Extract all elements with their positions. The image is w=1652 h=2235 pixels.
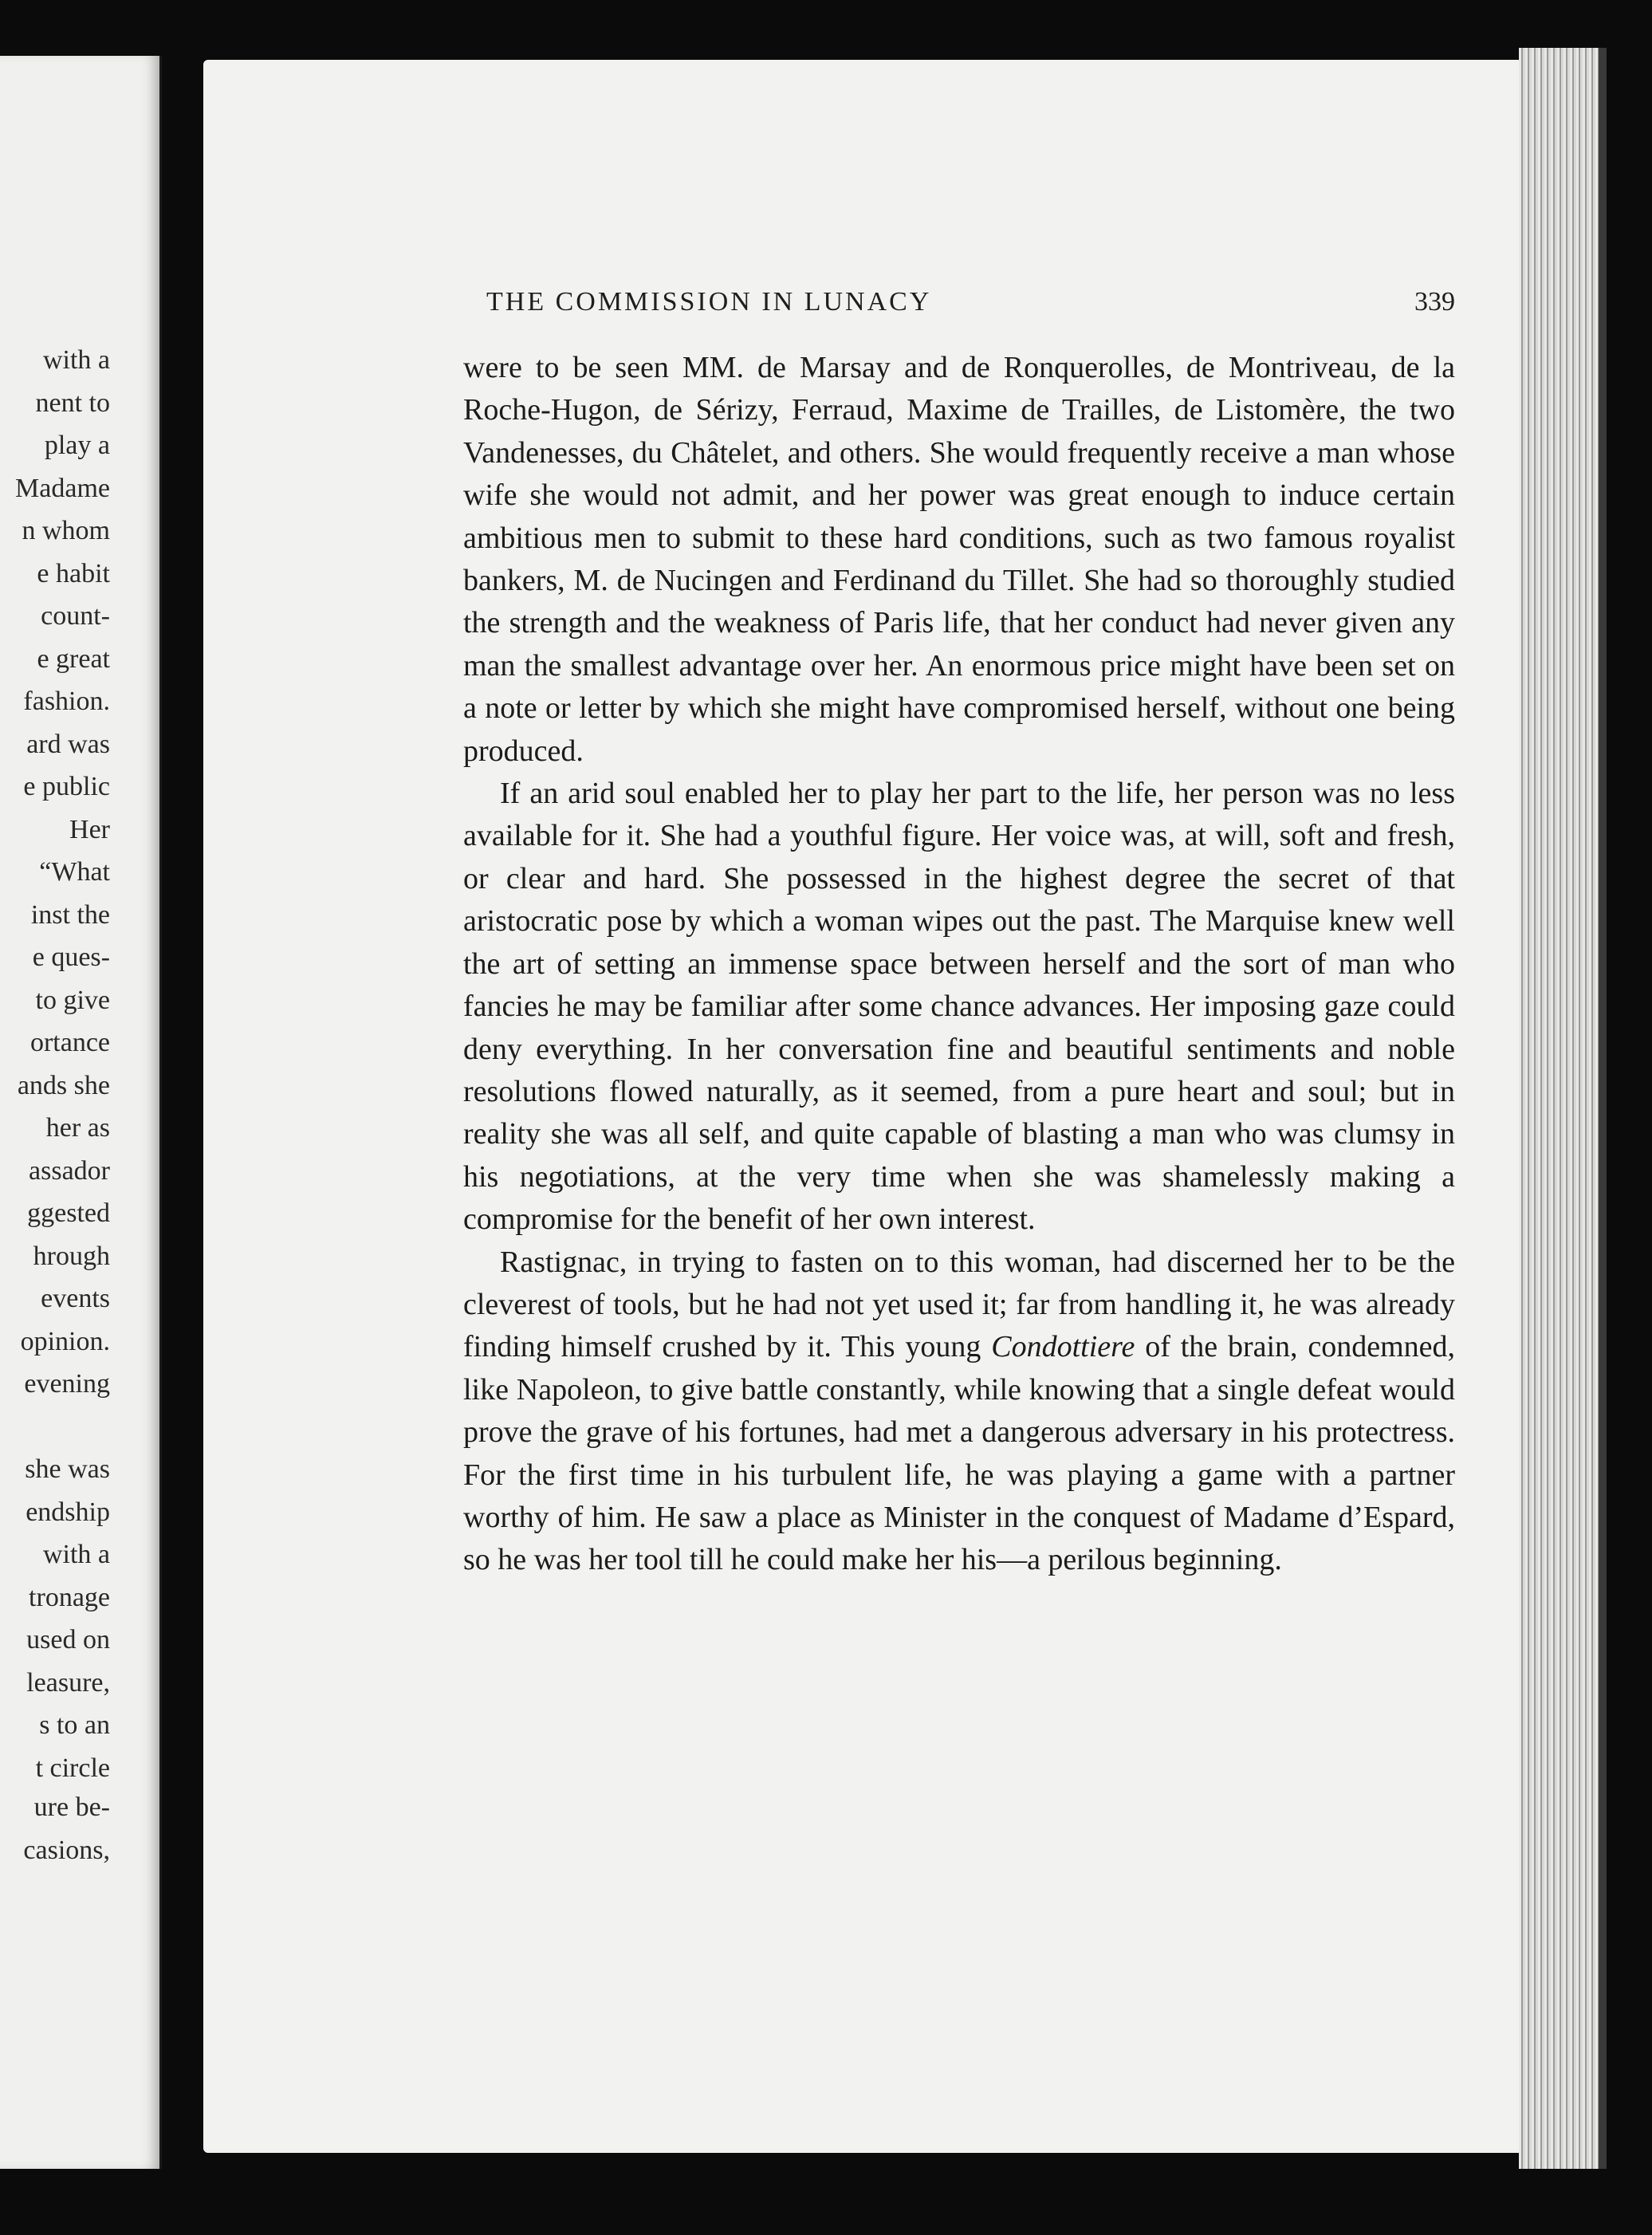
facing-page-left [0, 56, 162, 2169]
facing-page-line: Her [69, 814, 110, 844]
paragraph-3-text-a: Rastignac, in trying to fasten on to this woman, had discerned her to be the cleverest of tools, but he had not yet used it; far from handling it, he was already finding himself crushed by it. This young [463, 1245, 1455, 1364]
paragraph-3 [463, 1241, 1455, 1582]
facing-page-line: opinion. [20, 1326, 110, 1356]
facing-page-line: hrough [33, 1241, 110, 1271]
facing-page-line [0, 1406, 110, 1449]
facing-page-line: e great [37, 643, 110, 674]
page-number: 339 [1414, 287, 1455, 317]
facing-page-line: nent to [35, 388, 110, 418]
facing-page-line: e habit [37, 558, 110, 588]
facing-page-line: ard was [26, 729, 110, 759]
facing-page-line: count- [41, 601, 110, 631]
paragraph-3-text-b: of the brain, condemned, like Napoleon, to give battle constantly, while knowing that a single defeat would prove the grave of his fortunes, had met a dangerous adversary in his protectress. For the first time in his turbulent life, he was playing a game with a partner worthy of him. He saw a place as Minister in the conquest of Madame d’Espard, so he was her tool till he could make her his—a perilous beginning. [463, 1330, 1456, 1577]
facing-page-line: ggested [27, 1198, 110, 1228]
running-head: THE COMMISSION IN LUNACY [486, 287, 932, 317]
book-edge [1599, 48, 1607, 2169]
facing-page-line: to give [35, 985, 110, 1015]
facing-page-line: evening [24, 1369, 110, 1399]
facing-page-line: ortance [30, 1028, 110, 1057]
facing-page-line: tronage [29, 1582, 110, 1612]
facing-page-line: with a [42, 1540, 110, 1569]
facing-page-line: events [41, 1284, 110, 1313]
facing-page-line: assador [29, 1155, 110, 1186]
facing-page-line: ure be- [33, 1792, 110, 1822]
facing-page-line: t circle [35, 1753, 110, 1783]
facing-page-line: with a [42, 345, 110, 375]
facing-page-line: ands she [17, 1070, 110, 1100]
facing-page-line: play a [44, 431, 110, 460]
facing-page-text-top [0, 339, 110, 1789]
facing-page-line: “What [39, 857, 110, 887]
facing-page-line: s to an [39, 1710, 110, 1740]
facing-page-line: endship [26, 1497, 110, 1527]
facing-page-line: fashion. [23, 687, 110, 716]
facing-page-line: e public [23, 772, 110, 801]
paragraph-1: were to be seen MM. de Marsay and de Ronquerolles, de Montriveau, de la Roche-Hugon, de Sérizy, Ferraud, Maxime de Trailles, de Listomère, the two Vandenesses, du Châtelet, and others. She would frequently receive a man whose wife she would not admit, and her power was great enough to induce certain ambitious men to submit to these hard conditions, such as two famous royalist bankers, M. de Nucingen and Ferdinand du Tillet. She had so thoroughly studied the strength and the weakness of Paris life, that her conduct had never given any man the smallest advantage over her. An enormous price might have been set on a note or letter by which she might have compromised herself, without one being produced. [463, 351, 1455, 768]
facing-page-line: e ques- [32, 942, 110, 972]
book-page [203, 60, 1523, 2153]
page-header [203, 287, 1523, 327]
page-edges [1519, 48, 1603, 2169]
paragraph-3-italic: Condottiere [991, 1330, 1135, 1364]
facing-page-line: her as [45, 1113, 110, 1143]
facing-page-line: casions, [23, 1835, 110, 1865]
facing-page-line: leasure, [26, 1667, 110, 1698]
facing-page-line: used on [26, 1625, 110, 1655]
facing-page-line: inst the [30, 899, 110, 930]
body-text [463, 347, 1455, 1582]
facing-page-line: Madame [15, 473, 110, 503]
facing-page-line: she was [25, 1454, 110, 1484]
facing-page-line: n whom [22, 516, 110, 545]
paragraph-2: If an arid soul enabled her to play her part to the life, her person was no less available for it. She had a youthful figure. Her voice was, at will, soft and fresh, or clear and hard. She possessed in the highest degree the secret of that aristocratic pose by which a woman wipes out the past. The Marquise knew well the art of setting an immense space between herself and the sort of man who fancies he may be familiar after some chance advances. Her imposing gaze could deny everything. In her conversation fine and beautiful sentiments and noble resolutions flowed naturally, as it seemed, from a pure heart and soul; but in reality she was all self, and quite capable of blasting a man who was clumsy in his negotiations, at the very time when she was shamelessly making a compromise for the benefit of her own interest. [463, 777, 1455, 1237]
facing-page-text-bottom [0, 1786, 110, 1871]
